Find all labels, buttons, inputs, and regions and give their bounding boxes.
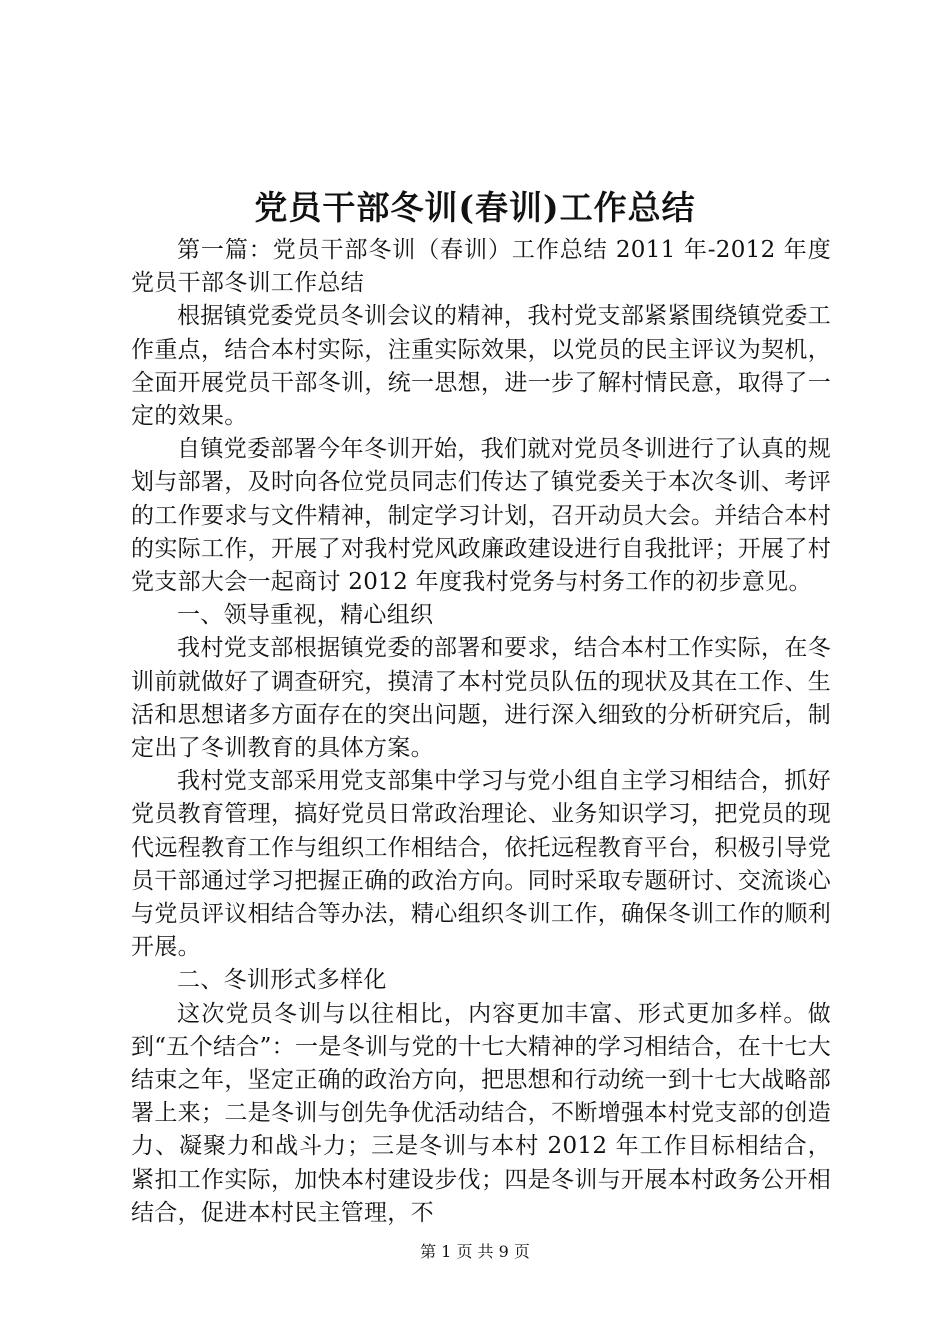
paragraph-intro: 第一篇：党员干部冬训（春训）工作总结 2011 年-2012 年度党员干部冬训工作总结 [131, 237, 831, 297]
document-title: 党员干部冬训(春训)工作总结 [254, 188, 696, 227]
paragraph-five-combinations: 这次党员冬训与以往相比，内容更加丰富、形式更加多样。做到“五个结合”：一是冬训与党的十七大精神的学习相结合，在十七大结束之年，坚定正确的政治方向，把思想和行动统一到十七大战略部署上来；二是冬训与创先争优活动结合，不断增强本村党支部的创造力、凝聚力和战斗力；三是冬训与本村 2012 年工作目标相结合，紧扣工作实际，加快本村建设步伐；四是冬训与开展本村政务公开相结合，促进本村民主管理，不 [131, 1000, 831, 1226]
document-body [131, 234, 831, 1230]
paragraph-study-method: 我村党支部采用党支部集中学习与党小组自主学习相结合，抓好党员教育管理，搞好党员日常政治理论、业务知识学习，把党员的现代远程教育工作与组织工作相结合，依托远程教育平台，积极引导党员干部通过学习把握正确的政治方向。同时采取专题研讨、交流谈心与党员评议相结合等办法，精心组织冬训工作，确保冬训工作的顺利开展。 [131, 768, 831, 961]
paragraph-deployment: 自镇党委部署今年冬训开始，我们就对党员冬训进行了认真的规划与部署，及时向各位党员同志们传达了镇党委关于本次冬训、考评的工作要求与文件精神，制定学习计划，召开动员大会。并结合本村的实际工作，开展了对我村党风政廉政建设进行自我批评；开展了村党支部大会一起商讨 2012 年度我村党务与村务工作的初步意见。 [131, 436, 831, 596]
page-footer: 第 1 页 共 9 页 [420, 1242, 530, 1261]
paragraph-background: 根据镇党委党员冬训会议的精神，我村党支部紧紧围绕镇党委工作重点，结合本村实际，注重实际效果，以党员的民主评议为契机，全面开展党员干部冬训，统一思想，进一步了解村情民意，取得了一定的效果。 [131, 303, 831, 430]
paragraph-research: 我村党支部根据镇党委的部署和要求，结合本村工作实际，在冬训前就做好了调查研究，摸清了本村党员队伍的现状及其在工作、生活和思想诸多方面存在的突出问题，进行深入细致的分析研究后，制定出了冬训教育的具体方案。 [131, 635, 831, 762]
section-heading-1: 一、领导重视，精心组织 [177, 602, 434, 629]
section-heading-2: 二、冬训形式多样化 [177, 967, 387, 994]
